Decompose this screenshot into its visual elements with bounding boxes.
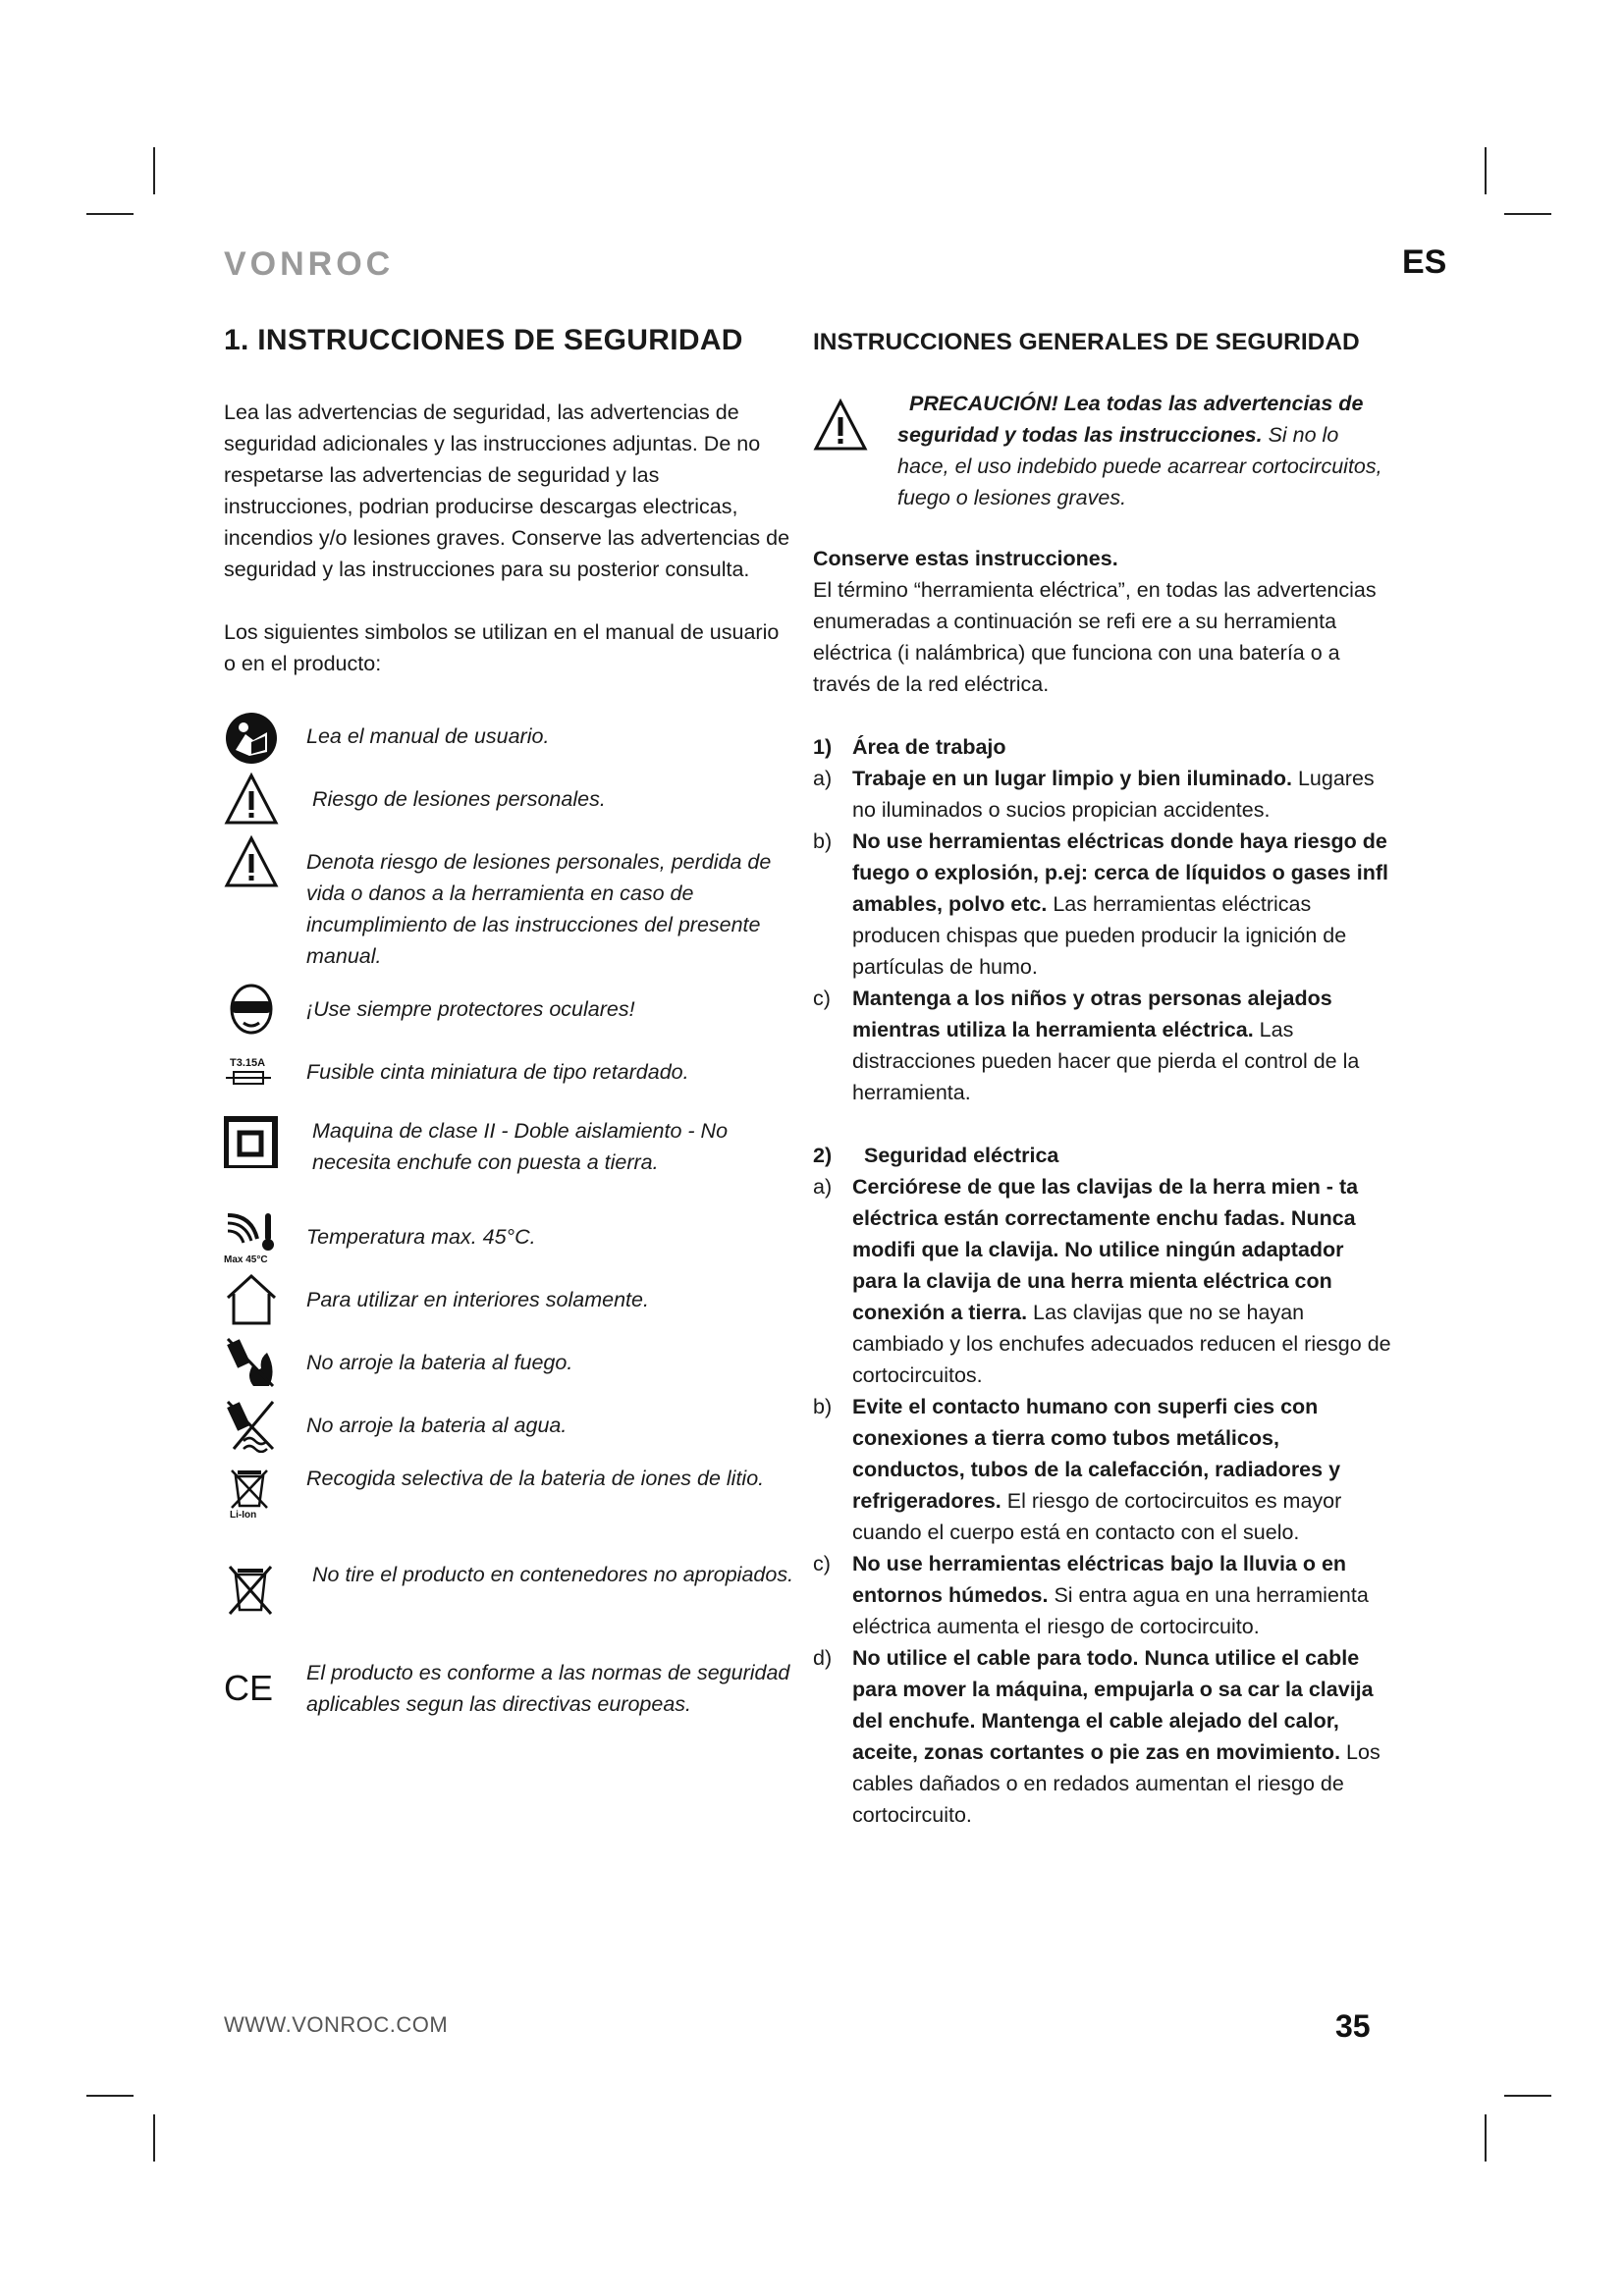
warning-triangle-icon bbox=[224, 772, 279, 827]
symbols-intro: Los siguientes simbolos se utilizan en el manual de usuario o en el producto: bbox=[224, 620, 780, 675]
item-text: Los cables dañados o en redados aumentan el riesgo de cortocircuito. bbox=[852, 1740, 1380, 1827]
item-bold: Trabaje en un lugar limpio y bien iluminado. bbox=[852, 767, 1292, 790]
crop-mark bbox=[1485, 2114, 1487, 2162]
class-ii-icon bbox=[224, 1113, 279, 1168]
warning-triangle-icon bbox=[224, 834, 279, 889]
crop-mark bbox=[153, 147, 155, 194]
language-code: ES bbox=[1402, 243, 1447, 281]
item-bold: No use herramientas eléctricas bajo la lluvia o en entornos húmedos. bbox=[852, 1552, 1347, 1607]
list-item bbox=[813, 1548, 1392, 1642]
crop-mark bbox=[86, 213, 134, 215]
right-column bbox=[813, 329, 1392, 1831]
section-heading bbox=[813, 1140, 1392, 1171]
symbol-list bbox=[224, 701, 793, 1781]
caution-block bbox=[813, 388, 1392, 515]
symbol-text: Para utilizar en interiores solamente. bbox=[306, 1288, 649, 1311]
caution-rest: Si no lo hace, el uso indebido puede acarrear cortocircuitos, fuego o lesiones graves. bbox=[897, 423, 1382, 509]
crop-mark bbox=[153, 2114, 155, 2162]
section-title-text: Seguridad eléctrica bbox=[864, 1144, 1059, 1167]
item-text: Lugares no iluminados o sucios propician accidentes. bbox=[852, 767, 1375, 822]
item-text: Si entra agua en una herramienta eléctrica aumenta el riesgo de cortocircuito. bbox=[852, 1583, 1369, 1638]
symbol-text: Recogida selectiva de la bateria de iones de litio. bbox=[306, 1467, 765, 1490]
li-ion-label: Li-Ion bbox=[230, 1510, 257, 1520]
intro-paragraph: Lea las advertencias de seguridad, las advertencias de seguridad adicionales y las instrucciones adjuntas. De no respetarse las advertencias de seguridad y las instrucciones, podrian producirse descargas electricas, incendios y/o lesiones graves. Conserve las advertencias de seguridad y las instrucciones para su posterior consulta. bbox=[224, 400, 790, 581]
item-bold: No utilice el cable para todo. Nunca utilice el cable para mover la máquina, empujarla o sa car la clavija del enchufe. Mantenga el cable alejado del calor, aceite, zonas cortantes o pie zas en movimiento. bbox=[852, 1646, 1374, 1764]
item-label: c) bbox=[813, 987, 831, 1010]
page-number: 35 bbox=[1335, 2008, 1371, 2044]
caution-text bbox=[897, 388, 1388, 513]
list-item bbox=[813, 1391, 1392, 1548]
symbol-text: Denota riesgo de lesiones personales, perdida de vida o danos a la herramienta en caso de incumplimiento de las instrucciones del presente manual. bbox=[306, 850, 772, 968]
item-text: Las herramientas eléctricas producen chispas que pueden producir la ignición de partículas de humo. bbox=[852, 892, 1347, 979]
item-label: b) bbox=[813, 1395, 833, 1418]
item-bold: Evite el contacto humano con superfi cies con conexiones a tierra como tubos metálicos, conductos, tubos de la calefacción, radiadores y refrigeradores. bbox=[852, 1395, 1341, 1513]
fuse-icon bbox=[224, 1050, 279, 1105]
item-label: c) bbox=[813, 1552, 831, 1575]
list-item bbox=[813, 763, 1392, 826]
ce-mark-icon bbox=[224, 1659, 279, 1714]
section-title-text: Área de trabajo bbox=[852, 735, 1006, 759]
fuse-label: T3.15A bbox=[230, 1057, 266, 1069]
crossed-bin-icon bbox=[224, 1561, 279, 1616]
manual-icon bbox=[224, 711, 279, 766]
item-text: El riesgo de cortocircuitos es mayor cuando el cuerpo está en contacto con el suelo. bbox=[852, 1489, 1342, 1544]
no-water-battery-icon bbox=[224, 1398, 279, 1453]
house-icon bbox=[224, 1272, 279, 1327]
item-label: d) bbox=[813, 1646, 833, 1670]
no-fire-battery-icon bbox=[224, 1335, 279, 1390]
symbol-text: Fusible cinta miniatura de tipo retardado. bbox=[306, 1060, 689, 1084]
general-safety-title: INSTRUCCIONES GENERALES DE SEGURIDAD bbox=[813, 329, 1360, 355]
crop-mark bbox=[86, 2095, 134, 2097]
symbol-text: ¡Use siempre protectores oculares! bbox=[306, 997, 635, 1021]
crop-mark bbox=[1504, 213, 1551, 215]
item-label: a) bbox=[813, 767, 833, 790]
crop-mark bbox=[1504, 2095, 1551, 2097]
section-title: 1. INSTRUCCIONES DE SEGURIDAD bbox=[224, 324, 743, 356]
list-item bbox=[813, 983, 1392, 1108]
eye-protection-icon bbox=[224, 982, 279, 1037]
crop-mark bbox=[1485, 147, 1487, 194]
li-ion-recycle-icon bbox=[224, 1465, 279, 1520]
ce-mark-label: CE bbox=[224, 1668, 274, 1708]
section-heading bbox=[813, 731, 1392, 763]
symbol-text: Riesgo de lesiones personales. bbox=[312, 787, 606, 811]
keep-instructions-title: Conserve estas instrucciones. bbox=[813, 547, 1118, 570]
symbol-text: Lea el manual de usuario. bbox=[306, 724, 550, 748]
item-text: Las distracciones pueden hacer que pierda el control de la herramienta. bbox=[852, 1018, 1360, 1104]
brand-name: VONROC bbox=[224, 245, 395, 283]
keep-instructions-text: El término “herramienta eléctrica”, en todas las advertencias enumeradas a continuación se refi ere a su herramienta eléctrica (i nalámbrica) que funciona con una batería o a través de la red eléctrica. bbox=[813, 578, 1377, 696]
item-bold: Cerciórese de que las clavijas de la herra mien - ta eléctrica están correctamente enchu fadas. Nunca modifi que la clavija. No utilice ningún adaptador para la clavija de una herra mienta eléctrica con conexión a tierra. bbox=[852, 1175, 1359, 1324]
brand-logo bbox=[224, 243, 420, 283]
list-item bbox=[813, 1642, 1392, 1831]
list-item bbox=[813, 1171, 1392, 1391]
section-number: 2) bbox=[813, 1144, 833, 1167]
thermometer-icon bbox=[224, 1209, 279, 1264]
list-item bbox=[813, 826, 1392, 983]
symbol-text: No arroje la bateria al agua. bbox=[306, 1414, 568, 1437]
symbol-text: No arroje la bateria al fuego. bbox=[306, 1351, 573, 1374]
symbol-text: Maquina de clase II - Doble aislamiento - No necesita enchufe con puesta a tierra. bbox=[312, 1119, 729, 1174]
symbol-text: El producto es conforme a las normas de seguridad aplicables segun las directivas europeas. bbox=[306, 1661, 790, 1716]
item-bold: Mantenga a los niños y otras personas alejados mientras utiliza la herramienta eléctrica. bbox=[852, 987, 1332, 1041]
caution-bold: PRECAUCIÓN! Lea todas las advertencias de seguridad y todas las instrucciones. bbox=[897, 392, 1364, 447]
symbol-text: No tire el producto en contenedores no apropiados. bbox=[312, 1563, 794, 1586]
item-bold: No use herramientas eléctricas donde haya riesgo de fuego o explosión, p.ej: cerca de líquidos o gases infl amables, polvo etc. bbox=[852, 829, 1388, 916]
item-label: a) bbox=[813, 1175, 833, 1199]
temperature-label: Max 45°C bbox=[224, 1255, 268, 1264]
item-text: Las clavijas que no se hayan cambiado y los enchufes adecuados reducen el riesgo de cortocircuitos. bbox=[852, 1301, 1391, 1387]
warning-triangle-icon bbox=[813, 398, 868, 453]
section-number: 1) bbox=[813, 735, 833, 759]
left-column bbox=[224, 324, 793, 1781]
website-link[interactable]: WWW.VONROC.COM bbox=[224, 2012, 449, 2037]
item-label: b) bbox=[813, 829, 833, 853]
symbol-text: Temperatura max. 45°C. bbox=[306, 1225, 536, 1249]
